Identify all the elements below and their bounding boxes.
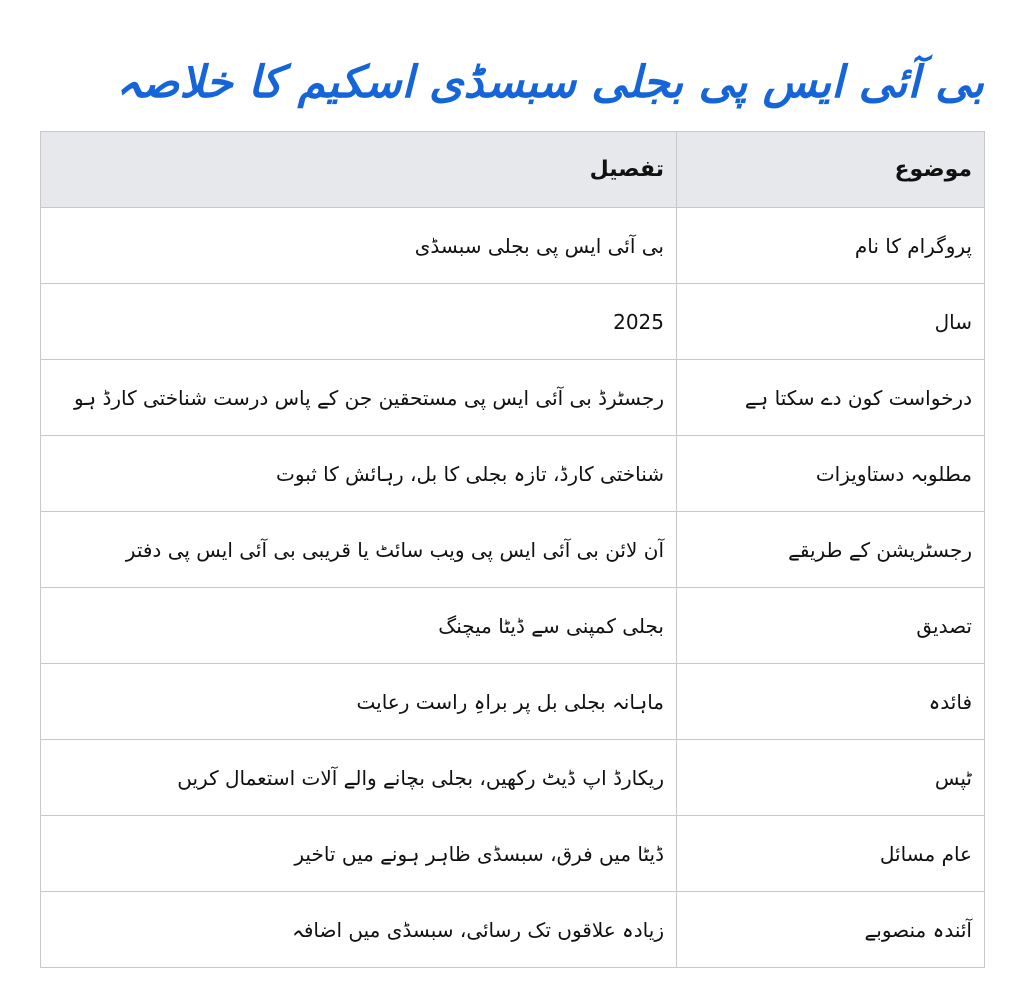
topic-cell: فائدہ bbox=[677, 664, 985, 740]
topic-cell: ٹپس bbox=[677, 740, 985, 816]
detail-cell: رجسٹرڈ بی آئی ایس پی مستحقین جن کے پاس درست شناختی کارڈ ہو bbox=[41, 360, 677, 436]
topic-cell: آئندہ منصوبے bbox=[677, 892, 985, 968]
detail-cell: بی آئی ایس پی بجلی سبسڈی bbox=[41, 208, 677, 284]
detail-cell: ریکارڈ اپ ڈیٹ رکھیں، بجلی بچانے والے آلات استعمال کریں bbox=[41, 740, 677, 816]
detail-cell: آن لائن بی آئی ایس پی ویب سائٹ یا قریبی بی آئی ایس پی دفتر bbox=[41, 512, 677, 588]
table-row bbox=[41, 512, 985, 588]
table-row bbox=[41, 436, 985, 512]
topic-cell: رجسٹریشن کے طریقے bbox=[677, 512, 985, 588]
topic-cell: سال bbox=[677, 284, 985, 360]
table-row bbox=[41, 360, 985, 436]
table-row bbox=[41, 892, 985, 968]
table-row bbox=[41, 740, 985, 816]
topic-cell: پروگرام کا نام bbox=[677, 208, 985, 284]
topic-cell: عام مسائل bbox=[677, 816, 985, 892]
detail-cell: ڈیٹا میں فرق، سبسڈی ظاہر ہونے میں تاخیر bbox=[41, 816, 677, 892]
table-row bbox=[41, 816, 985, 892]
page-title: بی آئی ایس پی بجلی سبسڈی اسکیم کا خلاصہ bbox=[116, 57, 984, 108]
table-row bbox=[41, 284, 985, 360]
topic-cell: درخواست کون دے سکتا ہے bbox=[677, 360, 985, 436]
table-header-row bbox=[41, 132, 985, 208]
detail-cell: بجلی کمپنی سے ڈیٹا میچنگ bbox=[41, 588, 677, 664]
topic-cell: مطلوبہ دستاویزات bbox=[677, 436, 985, 512]
detail-cell: زیادہ علاقوں تک رسائی، سبسڈی میں اضافہ bbox=[41, 892, 677, 968]
column-header-topic: موضوع bbox=[677, 132, 985, 208]
detail-cell: شناختی کارڈ، تازہ بجلی کا بل، رہائش کا ثبوت bbox=[41, 436, 677, 512]
detail-cell: 2025 bbox=[41, 284, 677, 360]
column-header-detail: تفصیل bbox=[41, 132, 677, 208]
summary-table bbox=[40, 131, 985, 968]
detail-cell: ماہانہ بجلی بل پر براہِ راست رعایت bbox=[41, 664, 677, 740]
table-row bbox=[41, 208, 985, 284]
table-row bbox=[41, 664, 985, 740]
topic-cell: تصدیق bbox=[677, 588, 985, 664]
table-row bbox=[41, 588, 985, 664]
